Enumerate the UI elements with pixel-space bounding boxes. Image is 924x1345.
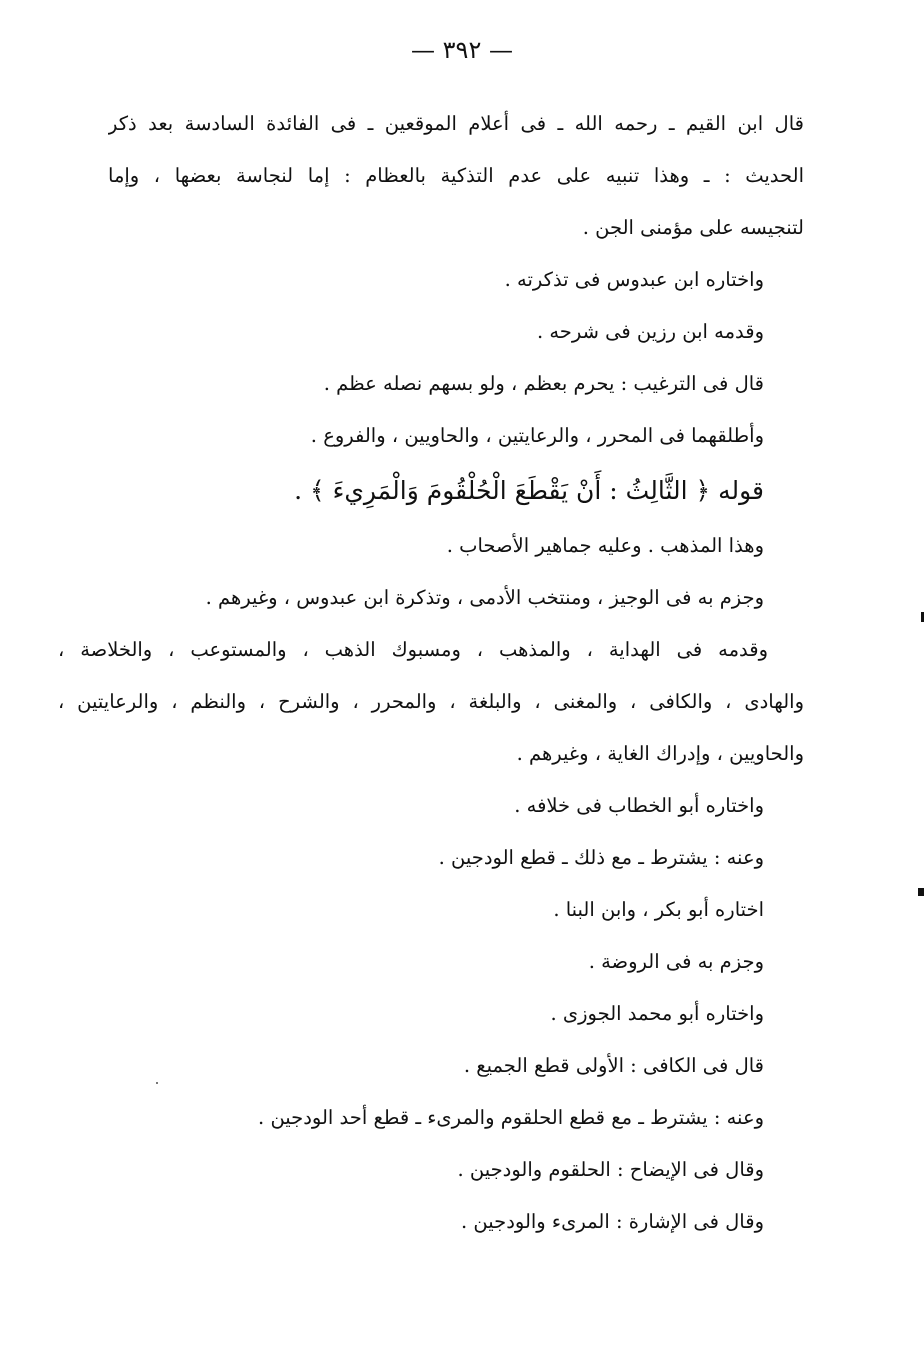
text-line: لتنجيسه على مؤمنى الجن .	[582, 216, 804, 239]
text-line: اختاره أبو بكر ، وابن البنا .	[553, 898, 764, 921]
text-line: قال ابن القيم ـ رحمه الله ـ فى أعلام الموقعين ـ فى الفائدة السادسة بعد ذكر	[108, 112, 804, 135]
text-line: وجزم به فى الروضة .	[588, 950, 764, 973]
text-line: قال فى الكافى : الأولى قطع الجميع .	[463, 1054, 764, 1077]
text-line: وقدمه ابن رزين فى شرحه .	[536, 320, 764, 343]
text-line: واختاره أبو محمد الجوزى .	[550, 1002, 764, 1025]
text-line: وأطلقهما فى المحرر ، والرعايتين ، والحاويين ، والفروع .	[310, 424, 764, 447]
text-line: وقال فى الإيضاح : الحلقوم والودجين .	[457, 1158, 764, 1181]
text-line: واختاره ابن عبدوس فى تذكرته .	[504, 268, 764, 291]
text-line: وقال فى الإشارة : المرىء والودجين .	[461, 1210, 764, 1233]
heading-line: قوله ﴿ الثَّالِثُ : أَنْ يَقْطَعَ الْحُلْقُومَ وَالْمَرِيءَ ﴾ .	[294, 476, 764, 505]
scan-speck	[918, 888, 924, 896]
text-line: والهادى ، والكافى ، والمغنى ، والبلغة ، والمحرر ، والشرح ، والنظم ، والرعايتين ،	[58, 690, 804, 713]
text-line: الحديث : ـ وهذا تنبيه على عدم التذكية بالعظام : إما لنجاسة بعضها ، وإما	[108, 164, 804, 187]
text-line: وهذا المذهب . وعليه جماهير الأصحاب .	[446, 534, 764, 557]
text-line: واختاره أبو الخطاب فى خلافه .	[514, 794, 764, 817]
text-line: وعنه : يشترط ـ مع ذلك ـ قطع الودجين .	[438, 846, 764, 869]
text-line: والحاويين ، وإدراك الغاية ، وغيرهم .	[516, 742, 804, 765]
body-text	[58, 98, 804, 1248]
text-line: وجزم به فى الوجيز ، ومنتخب الأدمى ، وتذكرة ابن عبدوس ، وغيرهم .	[205, 586, 764, 609]
text-line: قال فى الترغيب : يحرم بعظم ، ولو بسهم نصله عظم .	[323, 372, 764, 395]
page-number: — ٣٩٢ —	[411, 36, 513, 64]
scan-speck	[156, 1082, 158, 1084]
text-line: وعنه : يشترط ـ مع قطع الحلقوم والمرىء ـ قطع أحد الودجين .	[258, 1106, 764, 1129]
text-line: وقدمه فى الهداية ، والمذهب ، ومسبوك الذهب ، والمستوعب ، والخلاصة ،	[58, 638, 768, 661]
